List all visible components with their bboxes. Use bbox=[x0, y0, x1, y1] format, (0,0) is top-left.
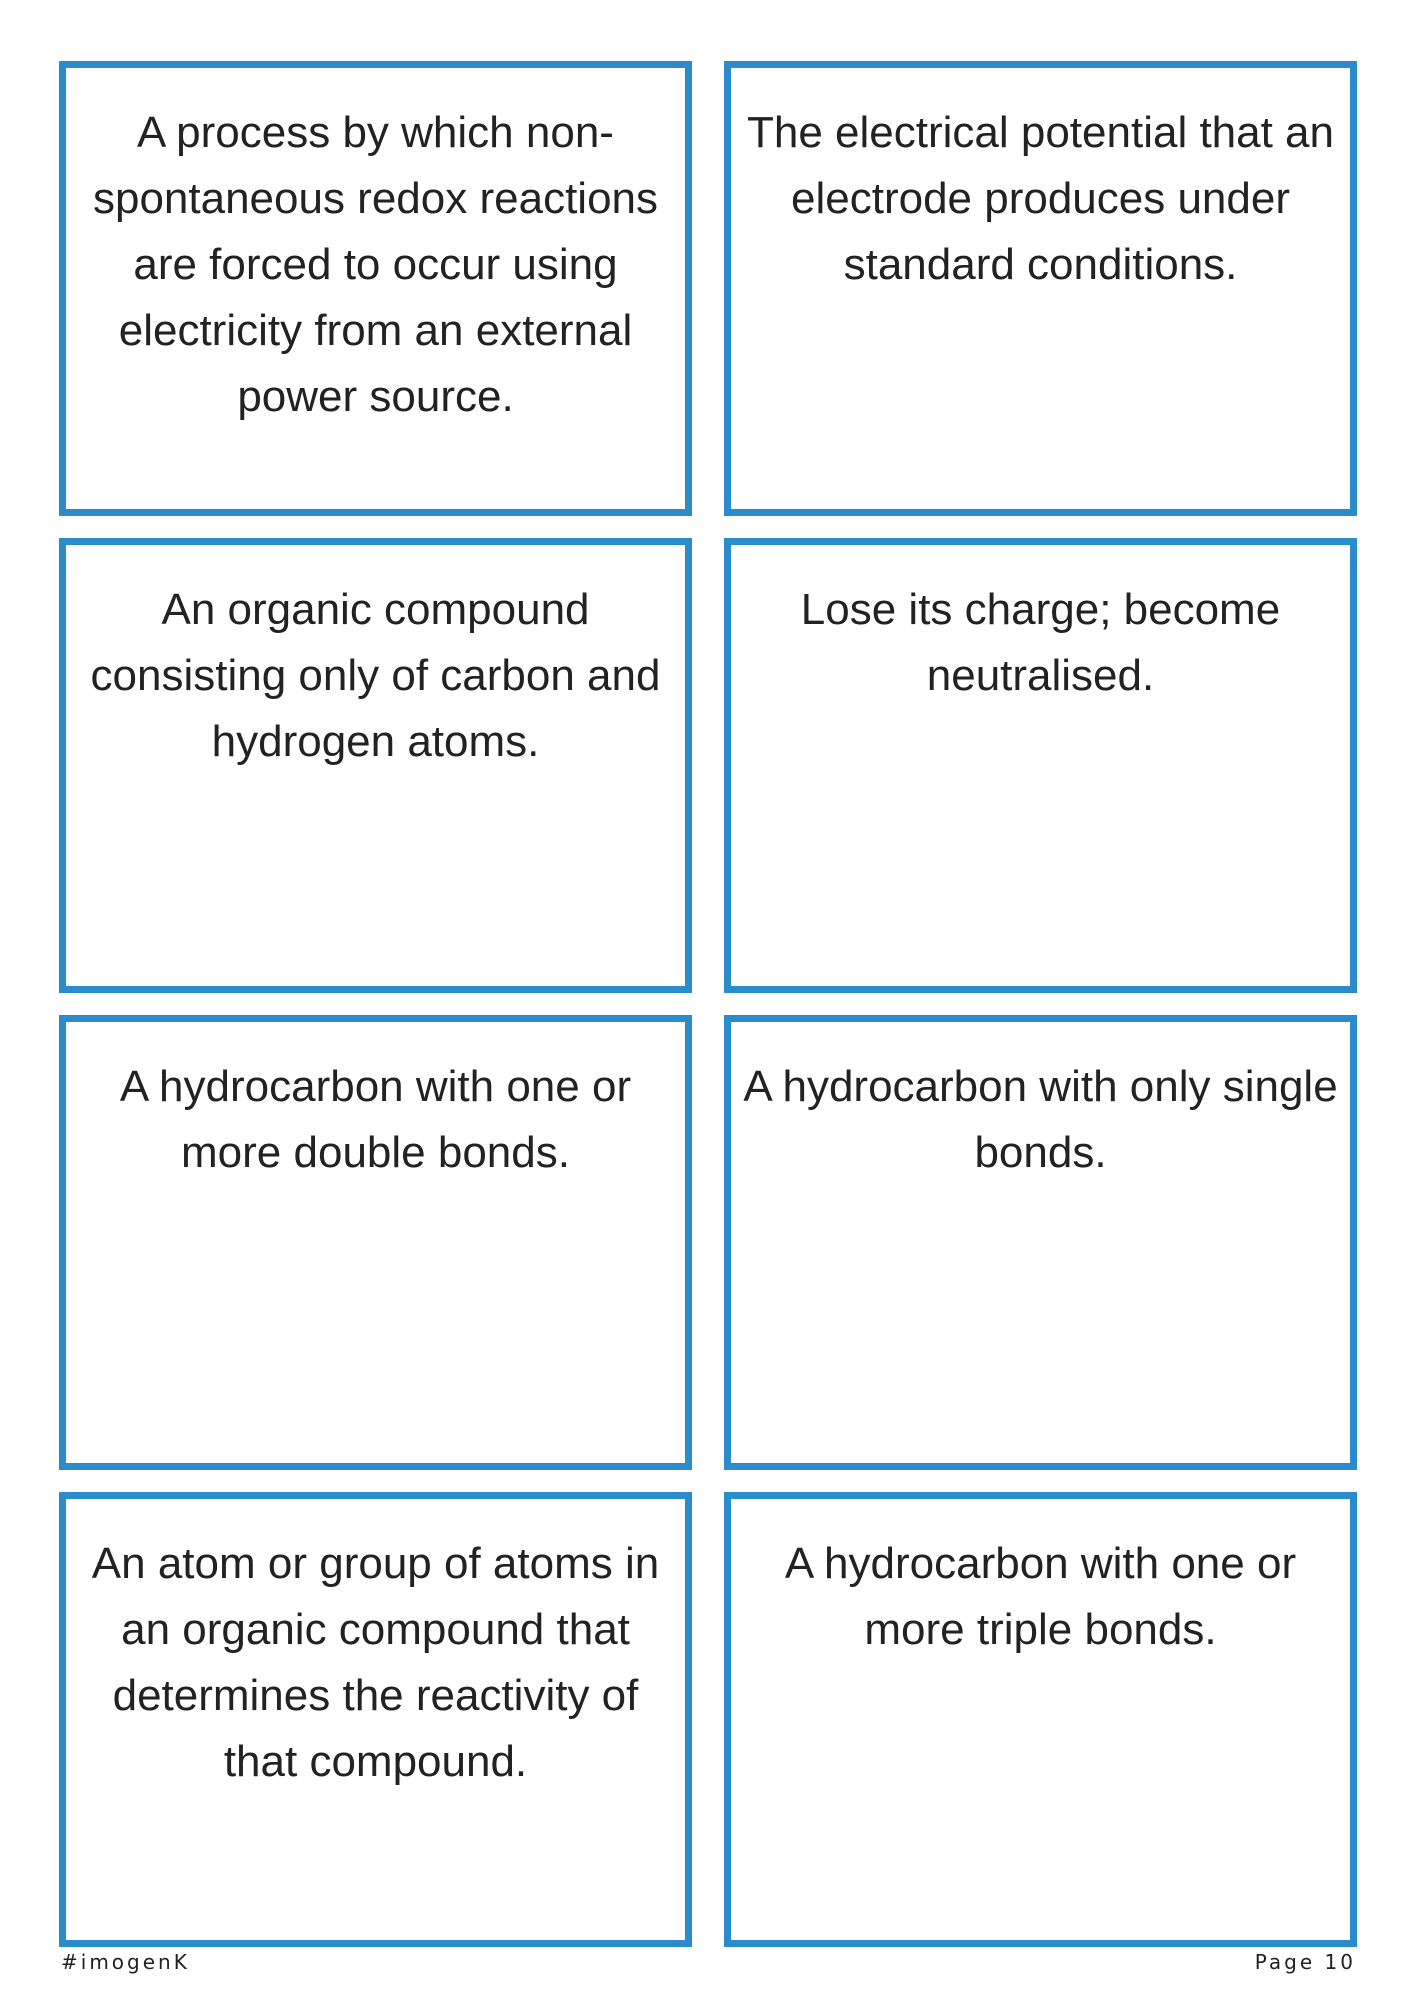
definition-card bbox=[59, 538, 692, 993]
author-tag: #imogenK bbox=[61, 1950, 190, 1974]
card-definition-text: The electrical potential that an electrode produces under standard conditions. bbox=[746, 108, 1335, 289]
definition-card bbox=[724, 1015, 1357, 1470]
card-grid bbox=[59, 61, 1357, 1947]
definition-card bbox=[724, 538, 1357, 993]
card-definition-text: An atom or group of atoms in an organic compound that determines the reactivity of that compound. bbox=[91, 1539, 660, 1786]
card-definition-text: Lose its charge; become neutralised. bbox=[800, 585, 1281, 700]
page-number: Page 10 bbox=[1254, 1950, 1356, 1974]
definition-card bbox=[59, 1015, 692, 1470]
definition-card bbox=[724, 61, 1357, 516]
definition-card bbox=[724, 1492, 1357, 1947]
definition-card bbox=[59, 1492, 692, 1947]
card-definition-text: A hydrocarbon with only single bonds. bbox=[743, 1062, 1338, 1177]
card-definition-text: An organic compound consisting only of carbon and hydrogen atoms. bbox=[90, 585, 661, 766]
card-definition-text: A hydrocarbon with one or more triple bonds. bbox=[784, 1539, 1297, 1654]
card-definition-text: A hydrocarbon with one or more double bonds. bbox=[119, 1062, 632, 1177]
definition-card bbox=[59, 61, 692, 516]
card-definition-text: A process by which non-spontaneous redox reactions are forced to occur using electricity from an external power source. bbox=[92, 108, 659, 421]
